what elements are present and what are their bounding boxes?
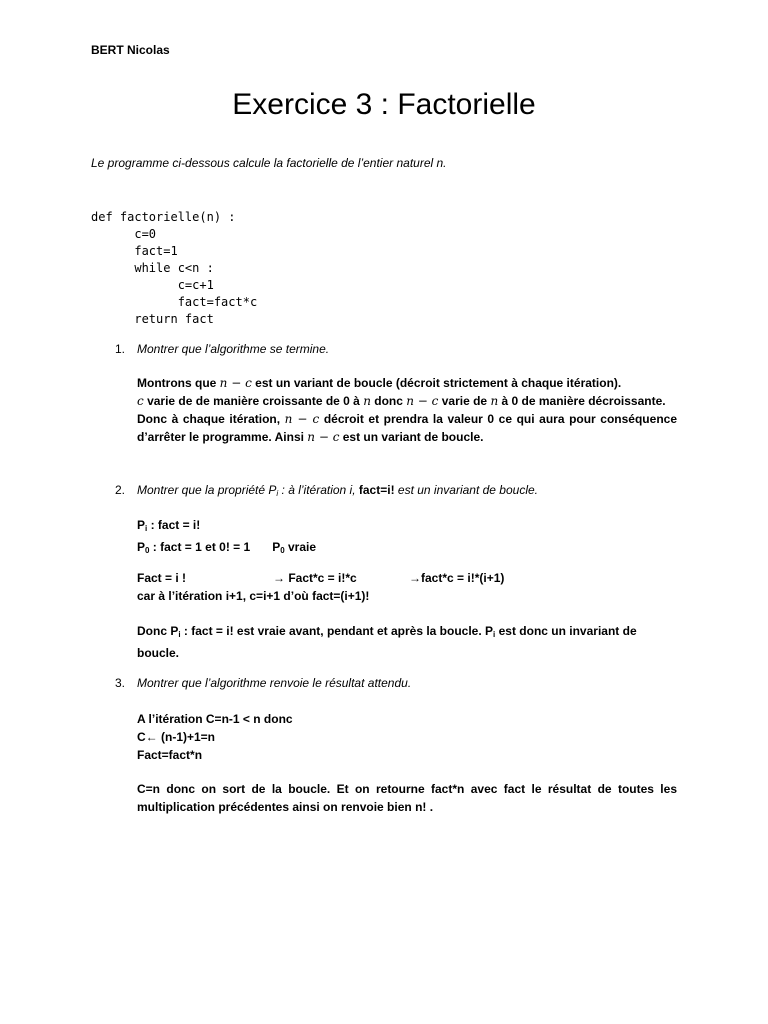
answer-2-line-3: Fact = i ! → Fact*c = i!*c →fact*c = i!*(i+1) xyxy=(137,571,505,585)
question-3-number: 3. xyxy=(115,676,126,690)
answer-1-line-3: Donc à chaque itération, n − c décroit et prendra la valeur 0 ce qui aura pour conséquence d’arrêter le programme. Ainsi n − c est un variant de boucle. xyxy=(137,412,677,444)
question-3-text: Montrer que l’algorithme renvoie le résultat attendu. xyxy=(137,676,412,690)
answer-2-line-1: $P_i$ : fact = i! xyxy=(137,518,201,533)
answer-3-block-1 xyxy=(137,710,677,764)
answer-1 xyxy=(137,374,677,446)
page-title: Exercice 3 : Factorielle xyxy=(232,88,536,121)
math-n-minus-c: n − c xyxy=(219,376,252,390)
answer-3-line-1: A l’itération C=n-1 < n donc xyxy=(137,712,293,726)
intro-text: Le programme ci-dessous calcule la factorielle de l’entier naturel n. xyxy=(91,156,447,170)
answer-2-line-5: Donc $P_i$ : fact = i! est vraie avant, pendant et après la boucle. $P_i$ est donc un invariant de boucle. xyxy=(137,624,637,660)
code-block: def factorielle(n) : c=0 fact=1 while c<n : c=c+1 fact=fact*c return fact xyxy=(91,210,258,326)
answer-3-line-4: C=n donc on sort de la boucle. Et on retourne fact*n avec fact le résultat de toutes les multiplication précédentes ainsi on renvoie bien n! . xyxy=(137,782,677,814)
answer-2-line-2: $P_0$ : fact = 1 et 0! = 1 $P_0$ vraie xyxy=(137,540,317,555)
answer-2-line-4: car à l’itération i+1, c=i+1 d’où fact=(i+1)! xyxy=(137,589,370,603)
answer-1-line-1: Montrons que n − c est un variant de boucle (décroit strictement à chaque itération). xyxy=(137,376,622,390)
question-2-number: 2. xyxy=(115,483,126,497)
answer-1-line-2: c varie de de manière croissante de 0 à n donc n − c varie de n à 0 de manière décroissante. xyxy=(137,394,666,408)
question-1-text: Montrer que l’algorithme se termine. xyxy=(137,342,330,356)
answer-2-block-3 xyxy=(137,622,677,662)
answer-2-block-2 xyxy=(137,569,677,605)
answer-2-block-1 xyxy=(137,516,677,560)
question-2-text: Montrer que la propriété $P_i$ : à l’itération i, fact=i! est un invariant de boucle. xyxy=(137,483,539,498)
author-name: BERT Nicolas xyxy=(91,43,170,57)
answer-3-line-3: Fact=fact*n xyxy=(137,748,203,762)
answer-3-block-2 xyxy=(137,780,677,816)
question-1-number: 1. xyxy=(115,342,126,356)
question-2 xyxy=(115,483,538,498)
answer-3-line-2: C← (n-1)+1=n xyxy=(137,730,216,744)
question-1 xyxy=(115,342,329,356)
question-3 xyxy=(115,676,411,690)
